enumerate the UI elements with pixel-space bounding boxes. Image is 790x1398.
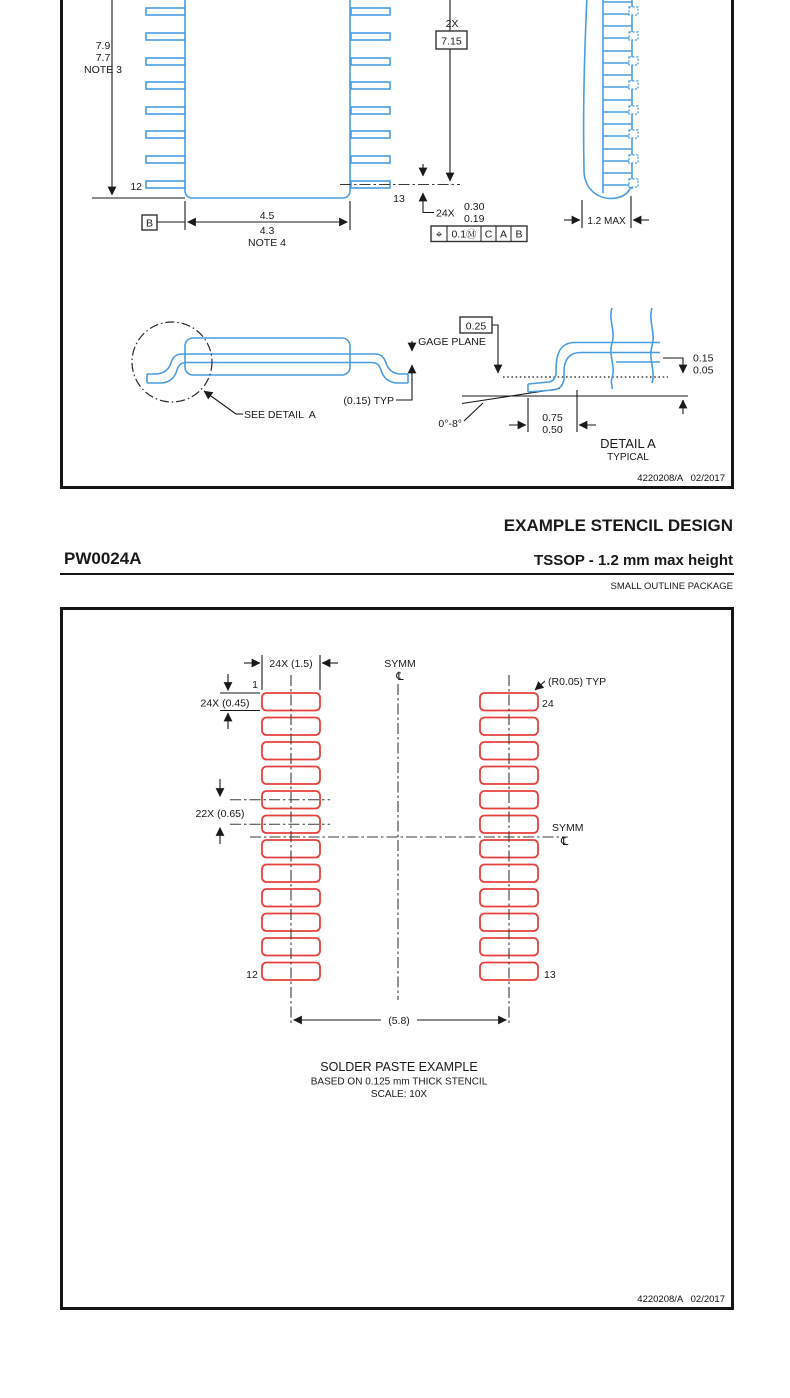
body-width-note: NOTE 4 — [248, 237, 286, 249]
corner-radius-dim: (R0.05) TYP — [548, 676, 607, 688]
package-type: SMALL OUTLINE PACKAGE — [610, 581, 733, 592]
stencil-drawing-frame — [60, 607, 734, 1310]
left-pins — [146, 8, 185, 188]
symm-top-label: SYMM — [384, 658, 416, 670]
pitch-dim: 22X (0.65) — [195, 808, 245, 820]
front-view — [84, 0, 527, 249]
position-symbol-icon: ⌖ — [435, 229, 443, 241]
caption-stencil-note: BASED ON 0.125 mm THICK STENCIL — [310, 1076, 488, 1088]
fcf-datum-c: C — [484, 228, 493, 241]
symm-right-label: SYMM — [552, 822, 584, 834]
sheet2-revision: 4220208/A 02/2017 — [637, 1294, 725, 1305]
detail-a-view — [418, 308, 713, 463]
package-body-outline — [185, 0, 350, 198]
detail-lead — [528, 308, 660, 392]
body-width-max: 4.5 — [259, 210, 275, 222]
lead-count: 24X — [436, 207, 455, 220]
lead-profile-view — [132, 322, 412, 421]
pin12-label: 12 — [246, 969, 258, 981]
sheet1-revision: 4220208/A 02/2017 — [637, 473, 725, 484]
foot-len-max: 0.75 — [542, 412, 563, 424]
foot-len-min: 0.50 — [542, 424, 563, 436]
right-pins — [351, 8, 390, 188]
thickness-dim: 1.2 MAX — [587, 216, 626, 227]
gage-plane-label: GAGE PLANE — [418, 336, 486, 348]
body-width-min: 4.3 — [259, 225, 275, 237]
standoff-max: 0.15 — [693, 352, 714, 365]
package-code: PW0024A — [64, 549, 142, 568]
half-len-count: 2X — [445, 18, 459, 30]
standoff-min: 0.05 — [693, 364, 714, 377]
datum-b-label: B — [145, 217, 154, 230]
fcf-datum-b: B — [515, 228, 523, 241]
see-detail-label: SEE DETAIL A — [244, 409, 316, 421]
detail-a-title: DETAIL A — [600, 436, 656, 451]
caption-scale: SCALE: 10X — [370, 1089, 428, 1100]
caption-title: SOLDER PASTE EXAMPLE — [320, 1060, 478, 1074]
package-drawing-frame — [60, 0, 734, 489]
half-len-value: 7.15 — [441, 35, 462, 48]
header-rule — [60, 573, 734, 575]
package-drawing — [63, 0, 731, 486]
body-side-outline — [185, 338, 350, 375]
pad-length-dim: 24X (1.5) — [269, 658, 313, 670]
foot-angle: 0°-8° — [438, 418, 462, 430]
body-height-note: NOTE 3 — [84, 64, 122, 76]
page-title: EXAMPLE STENCIL DESIGN — [503, 516, 733, 535]
fcf-tolerance: 0.1Ⓜ — [451, 228, 477, 241]
body-height-min: 7.7 — [95, 52, 111, 64]
lead-width-max: 0.30 — [464, 201, 485, 213]
gage-plane-value: 0.25 — [465, 320, 487, 333]
stencil-drawing — [63, 610, 731, 1307]
side-view-pin-ends — [629, 7, 638, 187]
body-height-max: 7.9 — [95, 40, 111, 52]
pin1-label: 1 — [252, 679, 258, 691]
detail-a-subtitle: TYPICAL — [607, 452, 649, 463]
symm-top-centerline-symbol: ℄ — [396, 671, 404, 683]
package-subtitle: TSSOP - 1.2 mm max height — [534, 552, 733, 569]
pin12-label: 12 — [130, 181, 142, 193]
lead-width-min: 0.19 — [464, 213, 485, 225]
fcf-datum-a: A — [499, 228, 508, 241]
span-dim: (5.8) — [388, 1015, 410, 1027]
feature-control-frame — [431, 226, 527, 242]
pin24-label: 24 — [542, 698, 554, 710]
pad-width-dim: 24X (0.45) — [200, 697, 250, 710]
lead-thickness-typ: (0.15) TYP — [343, 395, 394, 407]
pin13-label: 13 — [393, 193, 405, 205]
side-view — [564, 0, 649, 228]
pin13-label: 13 — [544, 969, 556, 981]
symm-right-centerline-symbol: ℄ — [561, 836, 569, 848]
side-view-rungs — [603, 2, 632, 185]
